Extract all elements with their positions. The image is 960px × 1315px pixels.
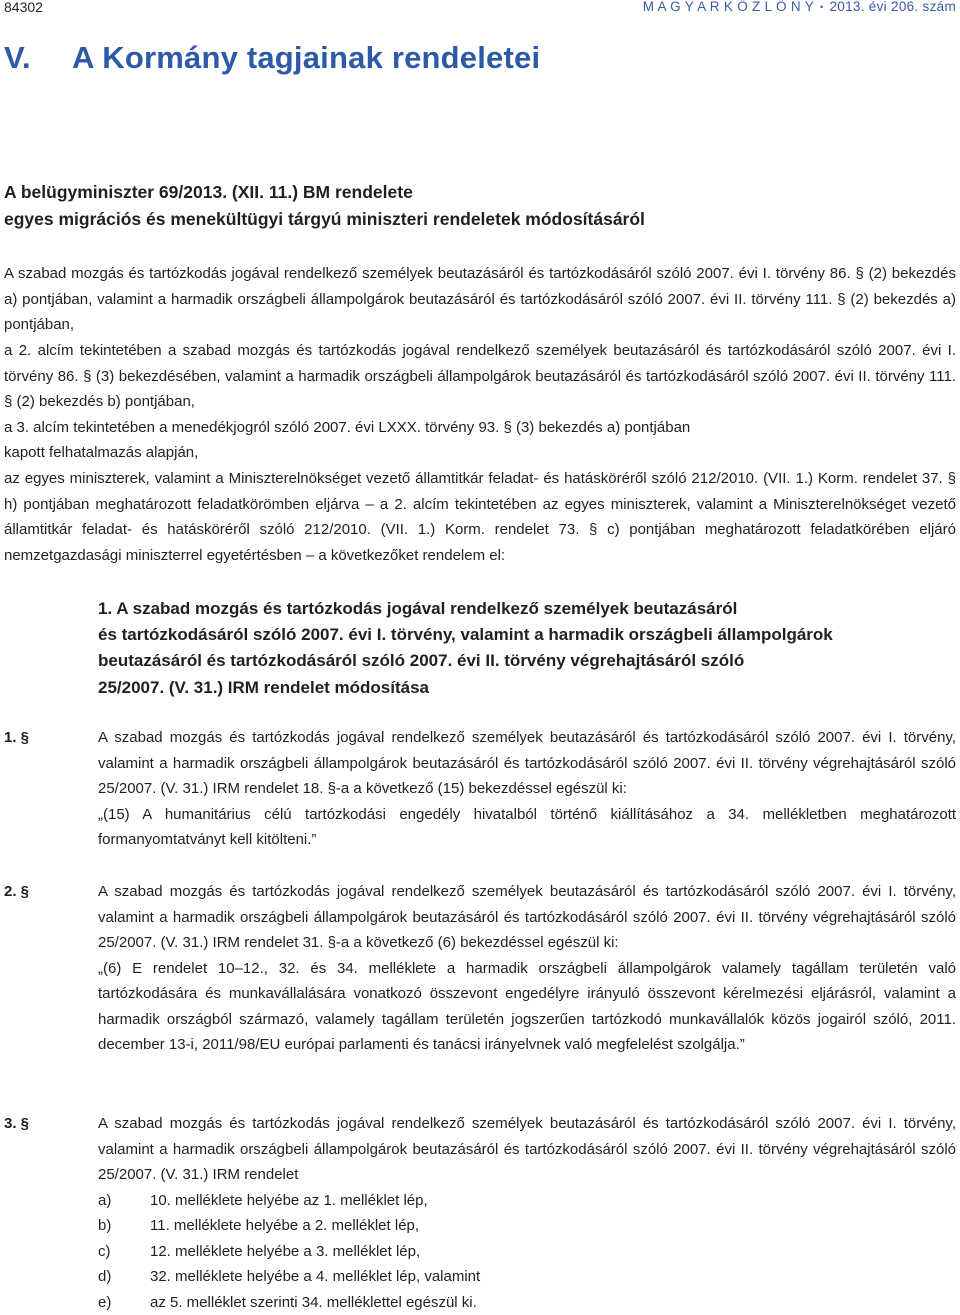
list-item-text: az 5. melléklet szerinti 34. melléklettel egészül ki. (150, 1290, 477, 1315)
decree-title (4, 179, 645, 233)
bullet-separator: • (820, 2, 823, 12)
journal-name: M A G Y A R K Ö Z L Ö N Y (643, 0, 814, 14)
section-number: 2. § (4, 879, 29, 905)
section-body: A szabad mozgás és tartózkodás jogával rendelkező személyek beutazásáról és tartózkodásáról szóló 2007. évi I. törvény, valamint a harmadik országbeli állampolgárok beutazásáról és tartózkodásáról szóló 2007. évi II. törvény végrehajtásáról szóló 25/2007. (V. 31.) IRM rendelet 31. §-a a következő (6) bekezdéssel egészül ki: (98, 879, 956, 956)
amendment-heading-line2: és tartózkodásáról szóló 2007. évi I. törvény, valamint a harmadik országbeli állampolgárok (98, 622, 898, 648)
section-body: A szabad mozgás és tartózkodás jogával rendelkező személyek beutazásáról és tartózkodásáról szóló 2007. évi I. törvény, valamint a harmadik országbeli állampolgárok beutazásáról és tartózkodásáról szóló 2007. évi II. törvény végrehajtásáról szóló 25/2007. (V. 31.) IRM rendelet (98, 1111, 956, 1188)
section-quote: „(15) A humanitárius célú tartózkodási engedély hivatalból történő kiállításához a 34. mellékletben meghatározott formanyomtatványt kell kitölteni.” (98, 802, 956, 853)
list-item-label: d) (98, 1264, 111, 1290)
journal-issue: 2013. évi 206. szám (829, 0, 956, 14)
chapter-number: V. (4, 40, 72, 76)
chapter-heading (4, 40, 540, 76)
list-item-text: 10. melléklete helyébe az 1. melléklet lép, (150, 1188, 428, 1214)
amendment-heading-line3: beutazásáról és tartózkodásáról szóló 2007. évi II. törvény végrehajtásáról szóló (98, 648, 898, 674)
preamble-paragraph-4: kapott felhatalmazás alapján, (4, 440, 956, 466)
preamble-paragraph-3: a 3. alcím tekintetében a menedékjogról szóló 2007. évi LXXX. törvény 93. § (3) bekezdés a) pontjában (4, 415, 956, 441)
chapter-title: A Kormány tagjainak rendeletei (72, 40, 540, 75)
list-item-label: e) (98, 1290, 111, 1315)
journal-header (643, 0, 956, 14)
list-item-text: 12. melléklete helyébe a 3. melléklet lép, (150, 1239, 420, 1265)
amendment-heading (98, 596, 898, 701)
list-item-text: 11. melléklete helyébe a 2. melléklet lép, (150, 1213, 419, 1239)
list-item (98, 1264, 956, 1290)
amendment-heading-line4: 25/2007. (V. 31.) IRM rendelet módosítása (98, 675, 898, 701)
section-2 (4, 879, 956, 1058)
section-number: 1. § (4, 725, 29, 751)
preamble-paragraph-1: A szabad mozgás és tartózkodás jogával rendelkező személyek beutazásáról és tartózkodásáról szóló 2007. évi I. törvény 86. § (2) bekezdés a) pontjában, valamint a harmadik országbeli állampolgárok beutazásáról és tartózkodásáról szóló 2007. évi II. törvény 111. § (2) bekezdés a) pontjában, (4, 261, 956, 338)
decree-title-line1: A belügyminiszter 69/2013. (XII. 11.) BM rendelete (4, 179, 645, 206)
list-item-text: 32. melléklete helyébe a 4. melléklet lép, valamint (150, 1264, 480, 1290)
list-item (98, 1188, 956, 1214)
list-item-label: b) (98, 1213, 111, 1239)
preamble-paragraph-5: az egyes miniszterek, valamint a Miniszterelnökséget vezető államtitkár feladat- és hatásköréről szóló 212/2010. (VII. 1.) Korm. rendelet 37. § h) pontjában meghatározott feladatkörömben eljárva – a 2. alcím tekintetében az egyes miniszterek, valamint a Miniszterelnökséget vezető államtitkár feladat- és hatásköréről szóló 212/2010. (VII. 1.) Korm. rendelet 73. § c) pontjában meghatározott feladatkörében eljáró nemzetgazdasági miniszterrel egyetértésben – a következőket rendelem el: (4, 466, 956, 568)
section-quote: „(6) E rendelet 10–12., 32. és 34. melléklete a harmadik országbeli állampolgárok valamely tagállam területén való tartózkodására és munkavállalására vonatkozó összevont engedélyre irányuló összevont kérelmezési eljárásról, valamint a harmadik országból származó, valamely tagállam területén jogszerűen tartózkodó munkavállalók közös jogairól szóló, 2011. december 13-i, 2011/98/EU európai parlamenti és tanácsi irányelvnek való megfelelést szolgálja.” (98, 956, 956, 1058)
decree-title-line2: egyes migrációs és menekültügyi tárgyú miniszteri rendeletek módosításáról (4, 206, 645, 233)
amendment-heading-line1: 1. A szabad mozgás és tartózkodás jogával rendelkező személyek beutazásáról (98, 596, 898, 622)
section-body: A szabad mozgás és tartózkodás jogával rendelkező személyek beutazásáról és tartózkodásáról szóló 2007. évi I. törvény, valamint a harmadik országbeli állampolgárok beutazásáról és tartózkodásáról szóló 2007. évi II. törvény végrehajtásáról szóló 25/2007. (V. 31.) IRM rendelet 18. §-a a következő (15) bekezdéssel egészül ki: (98, 725, 956, 802)
list-item (98, 1213, 956, 1239)
section-3 (4, 1111, 956, 1315)
list-item-label: c) (98, 1239, 111, 1265)
section-number: 3. § (4, 1111, 29, 1137)
page-number: 84302 (4, 0, 43, 15)
list-item (98, 1239, 956, 1265)
preamble-paragraph-2: a 2. alcím tekintetében a szabad mozgás és tartózkodás jogával rendelkező személyek beutazásáról és tartózkodásáról szóló 2007. évi I. törvény 86. § (3) bekezdésében, valamint a harmadik országbeli állampolgárok beutazásáról és tartózkodásáról szóló 2007. évi II. törvény 111. § (2) bekezdés b) pontjában, (4, 338, 956, 415)
list-item (98, 1290, 956, 1315)
section-1 (4, 725, 956, 853)
list-item-label: a) (98, 1188, 111, 1214)
